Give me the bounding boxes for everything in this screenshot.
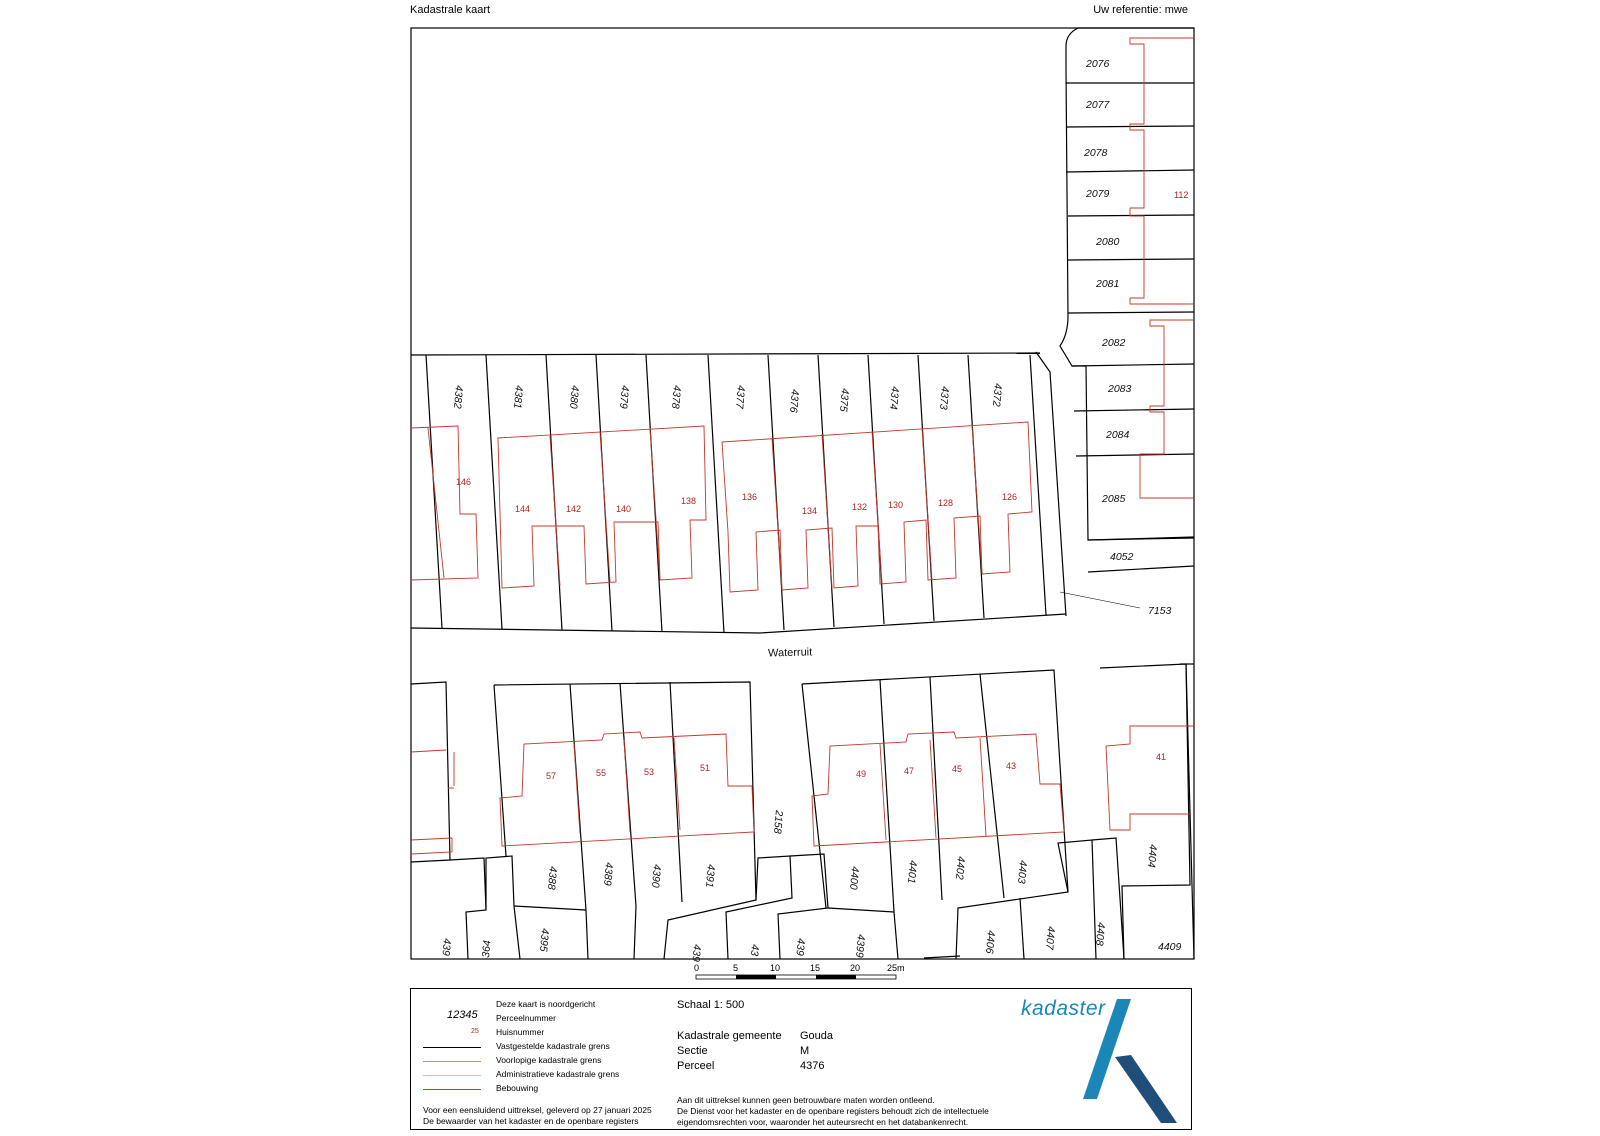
parcel-number: 4377: [732, 384, 747, 410]
house-number: 140: [616, 504, 632, 514]
east-building-outline: [1130, 38, 1194, 498]
house-number: 51: [700, 763, 711, 773]
parcel-number: 4382: [450, 384, 465, 410]
parcel-number: 4406: [982, 929, 997, 955]
kadaster-logo-text: kadaster: [1021, 997, 1106, 1020]
legend-building-symbol: [423, 1089, 481, 1090]
parcel-number: 4389: [600, 861, 615, 887]
parcel-number: 2079: [1086, 188, 1110, 200]
reference-text: Uw referentie: mwe: [1093, 4, 1188, 16]
parcel-number: 439: [439, 937, 453, 957]
parcel-number: 2081: [1096, 278, 1120, 290]
parcel-number: 4407: [1042, 925, 1057, 951]
parcel-number: 4375: [836, 387, 851, 413]
scale-text: Schaal 1: 500: [677, 999, 745, 1011]
legend-fixed-border-symbol: [423, 1047, 481, 1048]
legend-admin-border-symbol: [423, 1075, 481, 1076]
parcel-number: 2076: [1086, 58, 1110, 70]
house-number: 126: [1002, 492, 1018, 502]
house-number: 134: [802, 506, 818, 516]
parcel-number: 4404: [1144, 843, 1159, 869]
gemeente-value: Gouda: [800, 1030, 834, 1042]
parcel-number: 2084: [1106, 429, 1130, 441]
perceel-label: Perceel: [677, 1060, 715, 1072]
parcel-number: 2080: [1096, 236, 1120, 248]
parcel-number: 4395: [536, 927, 551, 953]
parcel-number: 4388: [544, 865, 559, 891]
legend-provisional-border-symbol: [423, 1061, 481, 1062]
map-title: Kadastrale kaart: [410, 4, 491, 16]
parcel-number: 4378: [668, 384, 683, 410]
scale-label: 15: [810, 963, 821, 973]
house-number: 132: [852, 502, 868, 512]
parcel-number: 2078: [1084, 147, 1108, 159]
kadaster-logo-icon: [1071, 999, 1181, 1127]
parcel-number: 4403: [1014, 859, 1029, 885]
sectie-label: Sectie: [677, 1045, 708, 1057]
parcel-number: 4373: [936, 385, 951, 411]
parcel-number: 2158: [770, 809, 785, 835]
gemeente-label: Kadastrale gemeente: [677, 1030, 782, 1042]
parcel-number: 4401: [904, 859, 919, 885]
parcel-numbers-south: [439, 809, 1181, 963]
parcel-number: 4408: [1092, 921, 1107, 947]
parcel-number: 4379: [616, 384, 631, 410]
south-row-parcel-lines: [411, 664, 1194, 959]
house-number: 53: [644, 767, 655, 777]
parcel-number: 2085: [1102, 493, 1126, 505]
parcel-number: 4372: [989, 382, 1004, 408]
scale-label: 5: [733, 963, 739, 973]
parcel-number: 4400: [846, 865, 861, 891]
parcel-number: 4399: [852, 933, 867, 959]
house-numbers-south: [546, 752, 1166, 781]
legend-footer-line2: De bewaarder van het kadaster en de openbare registers: [423, 1116, 639, 1126]
scale-label: 0: [694, 963, 700, 973]
parcel-number: 4381: [510, 384, 525, 410]
parcel-number: 43: [747, 943, 761, 957]
parcel-number: 4391: [702, 863, 717, 889]
sectie-value: M: [800, 1045, 810, 1057]
house-number: 146: [456, 477, 472, 487]
house-number: 136: [742, 492, 758, 502]
perceel-value: 4376: [800, 1060, 825, 1072]
parcel-number: 439: [689, 943, 703, 963]
parcel-number: 4376: [786, 388, 801, 414]
legend-house-label: Huisnummer: [496, 1027, 545, 1037]
legend-footer-line1: Voor een eensluidend uittreksel, geleverd op 27 januari 2025: [423, 1105, 652, 1115]
scale-label: 25m: [887, 963, 905, 973]
house-number: 128: [938, 498, 954, 508]
parcel-number: 4390: [648, 863, 663, 889]
house-number: 47: [904, 766, 915, 776]
legend-building-label: Bebouwing: [496, 1083, 539, 1093]
scale-bar: [694, 963, 905, 979]
parcel-number: 7153: [1148, 605, 1172, 617]
parcel-number: 4380: [566, 384, 581, 410]
house-number: 138: [681, 496, 697, 506]
legend-fixed-border-label: Vastgestelde kadastrale grens: [496, 1041, 610, 1051]
scale-label: 20: [850, 963, 861, 973]
house-number: 41: [1156, 752, 1167, 762]
street-name: Waterruit: [767, 646, 813, 660]
house-number: 45: [952, 764, 963, 774]
legend-provisional-border-label: Voorlopige kadastrale grens: [496, 1055, 602, 1065]
legend-house-sample: 25: [471, 1028, 479, 1035]
parcel-number: 2082: [1102, 337, 1126, 349]
house-numbers-north: [456, 477, 1017, 516]
house-number: 49: [856, 769, 867, 779]
house-number: 55: [596, 768, 607, 778]
east-parcel-lines: [1060, 28, 1194, 608]
map-frame: [411, 28, 1194, 959]
house-number: 112: [1174, 190, 1189, 200]
legend-parcel-sample: 12345: [447, 1009, 478, 1021]
parcel-number: 2083: [1108, 383, 1132, 395]
house-number: 142: [566, 504, 582, 514]
scale-label: 10: [770, 963, 781, 973]
disclaimer-line1: Aan dit uittreksel kunnen geen betrouwbare maten worden ontleend.: [677, 1095, 935, 1105]
parcel-number: 4052: [1110, 551, 1134, 563]
south-row-building-outlines: [411, 726, 1194, 854]
house-number: 43: [1006, 761, 1017, 771]
disclaimer-line2: De Dienst voor het kadaster en de openbare registers behoudt zich de intellectuele: [677, 1106, 989, 1116]
legend-north-text: Deze kaart is noordgericht: [496, 999, 596, 1009]
disclaimer-line3: eigendomsrechten voor, waaronder het auteursrecht en het databankenrecht.: [677, 1117, 969, 1127]
parcel-number: 4409: [1158, 941, 1182, 953]
parcel-number: 439: [793, 937, 807, 957]
parcel-number: 2077: [1086, 99, 1110, 111]
parcel-number: 364: [480, 939, 494, 959]
legend-parcel-label: Perceelnummer: [496, 1013, 556, 1023]
legend-panel: [410, 988, 1192, 1130]
legend-admin-border-label: Administratieve kadastrale grens: [496, 1069, 620, 1079]
house-number: 130: [888, 500, 904, 510]
house-number: 57: [546, 771, 557, 781]
parcel-number: 4402: [952, 855, 967, 881]
parcel-numbers-east: [1083, 58, 1188, 617]
house-number: 144: [515, 504, 531, 514]
parcel-number: 4374: [886, 385, 901, 411]
